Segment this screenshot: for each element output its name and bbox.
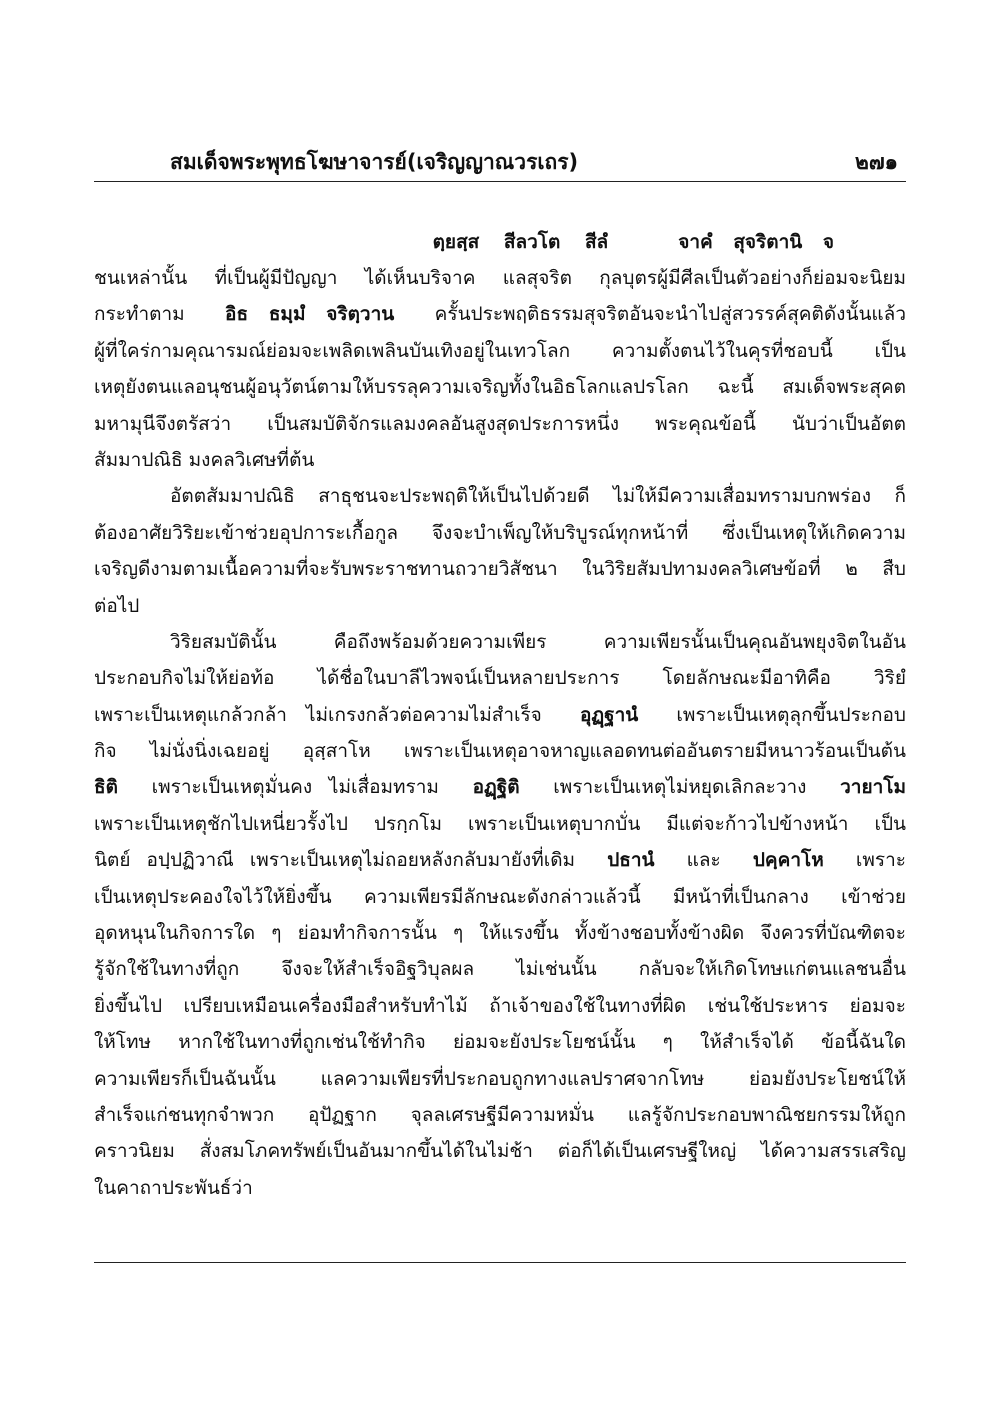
- text-line: มหามุนีจึงตรัสว่า เป็นสมบัติจักรแลมงคลอันสูงสุดประการหนึ่ง พระคุณข้อนี้ นับว่าเป็นอัตต: [94, 412, 906, 435]
- text-run: เพราะเป็นเหตุมั่นคง ไม่เสื่อมทราม: [151, 776, 439, 799]
- text-run: เพราะเป็นเหตุลุกขึ้นประกอบ: [676, 703, 906, 726]
- text-line: เพราะเป็นเหตุชักไปเหนี่ยวรั้งไป ปรกฺกโม เพราะเป็นเหตุบากบั่น มีแต่จะก้าวไปข้างหน้า เป็น: [94, 812, 906, 835]
- pali-term: วายาโม: [840, 776, 906, 799]
- text-line: ประกอบกิจไม่ให้ย่อท้อ ได้ชื่อในบาลีไวพจน์เป็นหลายประการ โดยลักษณะมีอาทิคือ วิริยํ: [94, 667, 906, 690]
- text-line: ชนเหล่านั้น ที่เป็นผู้มีปัญญา ได้เห็นบริจาค แลสุจริต กุลบุตรผู้มีศีลเป็นตัวอย่างก็ย่อมจะนิยม: [94, 267, 906, 289]
- text-line: คราวนิยม สั่งสมโภคทรัพย์เป็นอันมากขึ้นได้ในไม่ช้า ต่อก็ได้เป็นเศรษฐีใหญ่ ได้ความสรรเสริญ: [94, 1140, 906, 1163]
- text-line: สัมมาปณิธิ มงคลวิเศษที่ต้น: [94, 448, 315, 471]
- text-line: [94, 842, 906, 878]
- text-line: [94, 769, 906, 805]
- text-line: รู้จักใช้ในทางที่ถูก จึงจะให้สำเร็จอิฐวิบุลผล ไม่เช่นนั้น กลับจะให้เกิดโทษแก่ตนแลชนอื่น: [94, 958, 906, 981]
- text-line: กิจ ไม่นั่งนิ่งเฉยอยู่ อุสฺสาโห เพราะเป็นเหตุอาจหาญแลอดทนต่ออันตรายมีหนาวร้อนเป็นต้น: [94, 740, 906, 763]
- text-run: เพราะ: [855, 849, 906, 872]
- paragraph-3: [94, 624, 906, 1206]
- text-line: สำเร็จแก่ชนทุกจำพวก อุปัฏฐาก จุลลเศรษฐีมีความหมั่น แลรู้จักประกอบพาณิชยกรรมให้ถูก: [94, 1103, 906, 1126]
- text-line: อุดหนุนในกิจการใด ๆ ย่อมทำกิจการนั้น ๆ ให้แรงขึ้น ทั้งข้างชอบทั้งข้างผิด จึงควรที่บัณฑิตจะ: [94, 922, 906, 945]
- verse-left: ตฺยสฺส สีลวโต สีลํ: [432, 231, 609, 253]
- text-line: เหตุยังตนแลอนุชนผู้อนุวัตน์ตามให้บรรลุความเจริญทั้งในอิธโลกแลปรโลก ฉะนี้ สมเด็จพระสุคต: [94, 376, 906, 399]
- page-number: ๒๗๑: [855, 150, 898, 174]
- text-run: กระทำตาม: [94, 303, 185, 326]
- text-line: อัตตสัมมาปณิธิ สาธุชนจะประพฤติให้เป็นไปด้วยดี ไม่ให้มีความเสื่อมทรามบกพร่อง ก็: [170, 485, 906, 508]
- footer-rule: [94, 1262, 906, 1263]
- pali-term: ปธานํ: [607, 849, 655, 872]
- text-line: ต่อไป: [94, 594, 140, 617]
- text-line: ให้โทษ หากใช้ในทางที่ถูกเช่นใช้ทำกิจ ย่อมจะยังประโยชน์นั้น ๆ ให้สำเร็จได้ ข้อนี้ฉันใด: [94, 1031, 906, 1054]
- text-run: และ: [686, 849, 721, 872]
- text-line: วิริยสมบัตินั้น คือถึงพร้อมด้วยความเพียร ความเพียรนั้นเป็นคุณอันพยุงจิตในอัน: [170, 630, 906, 653]
- text-line: [94, 697, 906, 733]
- pali-term: ธิติ: [94, 776, 118, 799]
- text-run: นิตย์ อปฺปฏิวาณี เพราะเป็นเหตุไม่ถอยหลังกลับมายังที่เดิม: [94, 849, 576, 872]
- text-line: ต้องอาศัยวิริยะเข้าช่วยอุปการะเกื้อกูล จึงจะบำเพ็ญให้บริบูรณ์ทุกหน้าที่ ซึ่งเป็นเหตุให้เกิดความ: [94, 521, 906, 544]
- body-text: [94, 224, 906, 1206]
- pali-term: อิธ ธมฺมํ จริตฺวาน: [225, 303, 395, 326]
- text-line: [94, 296, 906, 332]
- paragraph-2: [94, 478, 906, 624]
- text-line: ความเพียรก็เป็นฉันนั้น แลความเพียรที่ประกอบถูกทางแลปราศจากโทษ ย่อมยังประโยชน์ให้: [94, 1067, 906, 1090]
- page-header: [94, 143, 906, 182]
- text-line: ในคาถาประพันธ์ว่า: [94, 1176, 253, 1199]
- text-line: ผู้ที่ใคร่กามคุณารมณ์ย่อมจะเพลิดเพลินบันเทิงอยู่ในเทวโลก ความตั้งตนไว้ในคุรที่ชอบนี้ เป็น: [94, 339, 906, 362]
- pali-term: ปคฺคาโห: [752, 849, 824, 872]
- text-run: เพราะเป็นเหตุไม่หยุดเลิกละวาง: [553, 776, 807, 799]
- text-line: เป็นเหตุประคองใจไว้ให้ยิ่งขึ้น ความเพียรมีลักษณะดังกล่าวแล้วนี้ มีหน้าที่เป็นกลาง เข้าช่วย: [94, 885, 906, 908]
- text-run: เพราะเป็นเหตุแกล้วกล้า ไม่เกรงกลัวต่อความไม่สำเร็จ: [94, 703, 542, 726]
- verse-right: จาคํ สุจริตานิ จ: [678, 231, 834, 253]
- text-run: ครั้นประพฤติธรรมสุจริตอันจะนำไปสู่สวรรค์สุคติดังนั้นแล้ว: [434, 303, 906, 326]
- paragraph-1: [94, 260, 906, 478]
- header-title: สมเด็จพระพุทธโฆษาจารย์(เจริญญาณวรเถร): [170, 150, 579, 174]
- text-line: ยิ่งขึ้นไป เปรียบเหมือนเครื่องมือสำหรับทำไม้ ถ้าเจ้าของใช้ในทางที่ผิด เช่นใช้ประหาร ย่อมจะ: [94, 994, 906, 1017]
- pali-term: อฏฺฐิติ: [472, 776, 520, 799]
- text-line: เจริญดีงามตามเนื้อความที่จะรับพระราชทานถวายวิสัชนา ในวิริยสัมปทามงคลวิเศษข้อที่ ๒ สืบ: [94, 558, 906, 581]
- pali-verse: [94, 224, 906, 260]
- pali-term: อุฏฺฐานํ: [579, 703, 639, 726]
